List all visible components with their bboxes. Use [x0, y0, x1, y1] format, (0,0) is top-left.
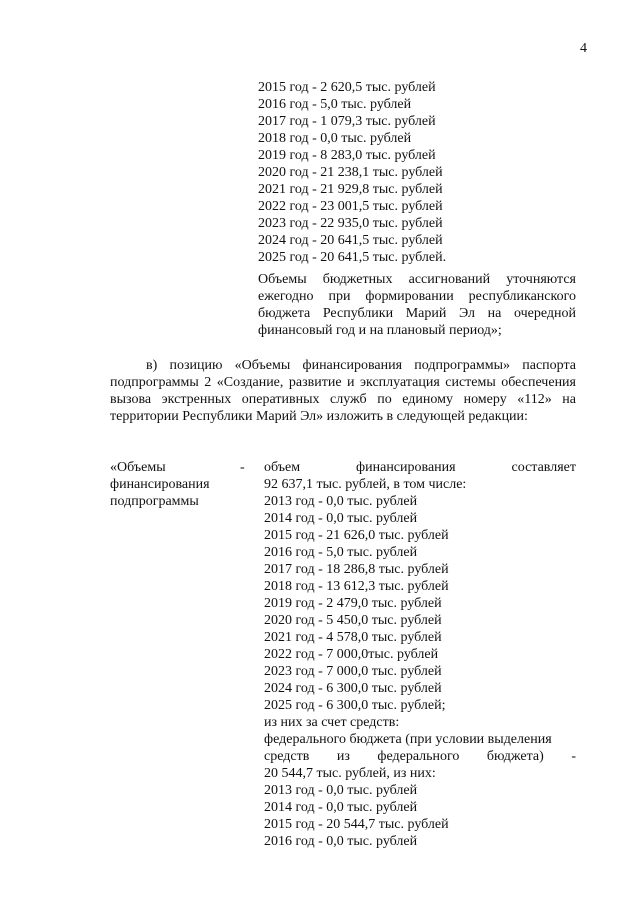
list-item: 2022 год - 7 000,0тыс. рублей — [264, 647, 439, 662]
funding-years-list-1 — [258, 79, 446, 266]
word: объем — [264, 460, 301, 475]
list-item: 2013 год - 0,0 тыс. рублей — [264, 783, 418, 798]
list-item: 2023 год - 22 935,0 тыс. рублей — [258, 216, 443, 231]
word: федерального — [377, 749, 460, 764]
word: средств — [264, 749, 310, 764]
list-item: 2024 год - 20 641,5 тыс. рублей — [258, 233, 443, 248]
list-item: 2018 год - 13 612,3 тыс. рублей — [264, 579, 449, 594]
funding-years-list-3 — [264, 765, 449, 850]
list-item: 2018 год - 0,0 тыс. рублей — [258, 131, 412, 146]
funding-years-list-2 — [264, 476, 552, 748]
word: - — [571, 749, 576, 764]
list-item: 20 544,7 тыс. рублей, из них: — [264, 766, 436, 781]
list-item: 2015 год - 21 626,0 тыс. рублей — [264, 528, 449, 543]
list-item: 2024 год - 6 300,0 тыс. рублей — [264, 681, 442, 696]
table-label — [110, 459, 250, 510]
list-item: 2020 год - 5 450,0 тыс. рублей — [264, 613, 442, 628]
label-line: подпрограммы — [110, 494, 199, 509]
word: из — [336, 749, 350, 764]
list-item: федерального бюджета (при условии выделения — [264, 732, 552, 747]
list-item: 2019 год - 2 479,0 тыс. рублей — [264, 596, 442, 611]
list-item: 2014 год - 0,0 тыс. рублей — [264, 511, 418, 526]
list-item: 2014 год - 0,0 тыс. рублей — [264, 800, 418, 815]
label-line: «Объемы — [110, 460, 166, 475]
list-item: 2017 год - 18 286,8 тыс. рублей — [264, 562, 449, 577]
paragraph-v: в) позицию «Объемы финансирования подпрограммы» паспорта подпрограммы 2 «Создание, развитие и эксплуатация системы обеспечения вызова экстренных оперативных служб по единому номеру «112» на территории Республики Марий Эл» изложить в следующей редакции: — [110, 358, 576, 424]
list-item: 92 637,1 тыс. рублей, в том числе: — [264, 477, 467, 492]
list-item: 2013 год - 0,0 тыс. рублей — [264, 494, 418, 509]
page-number: 4 — [580, 41, 587, 56]
word: финансирования — [356, 460, 456, 475]
list-item: 2022 год - 23 001,5 тыс. рублей — [258, 199, 443, 214]
list-item: 2015 год - 20 544,7 тыс. рублей — [264, 817, 449, 832]
label-dash: - — [240, 460, 245, 475]
list-item: 2017 год - 1 079,3 тыс. рублей — [258, 114, 436, 129]
list-item: 2015 год - 2 620,5 тыс. рублей — [258, 80, 436, 95]
list-item: 2016 год - 5,0 тыс. рублей — [264, 545, 418, 560]
list-item: 2025 год - 20 641,5 тыс. рублей. — [258, 250, 447, 265]
list-item: 2025 год - 6 300,0 тыс. рублей; — [264, 698, 446, 713]
word: бюджета) — [486, 749, 544, 764]
word: составляет — [511, 460, 576, 475]
budget-note: Объемы бюджетных ассигнований уточняются ежегодно при формировании республиканского бюджета Республики Марий Эл на очередной финансовый год и на плановый период»; — [258, 272, 576, 338]
list-item: 2021 год - 4 578,0 тыс. рублей — [264, 630, 442, 645]
list-item: 2021 год - 21 929,8 тыс. рублей — [258, 182, 443, 197]
financing-first-line — [264, 459, 576, 476]
list-item: 2023 год - 7 000,0 тыс. рублей — [264, 664, 442, 679]
list-item: из них за счет средств: — [264, 715, 400, 730]
list-item: 2016 год - 0,0 тыс. рублей — [264, 834, 418, 849]
label-line: финансирования — [110, 477, 210, 492]
list-item: 2016 год - 5,0 тыс. рублей — [258, 97, 412, 112]
list-item: 2019 год - 8 283,0 тыс. рублей — [258, 148, 436, 163]
list-item: 2020 год - 21 238,1 тыс. рублей — [258, 165, 443, 180]
federal-budget-line — [264, 748, 576, 765]
